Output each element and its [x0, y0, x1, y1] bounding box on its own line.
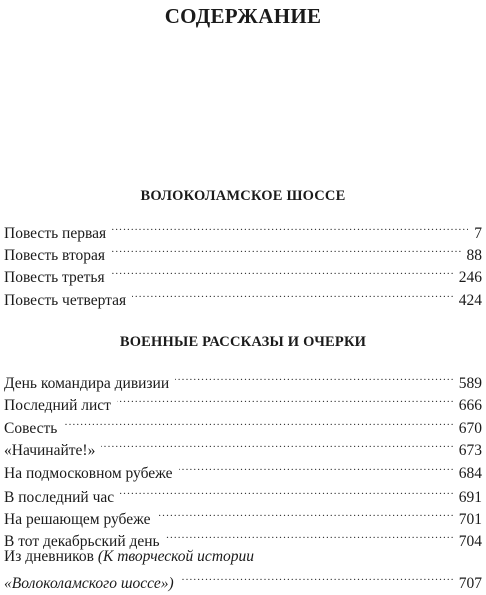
toc-entry-title-main: Из дневников [4, 548, 94, 565]
toc-entry[interactable] [4, 502, 482, 528]
toc-entry-page: 666 [458, 397, 482, 414]
toc-entry-multiline-first[interactable] [4, 546, 482, 568]
toc-entry-title: На решающем рубеже [4, 511, 151, 528]
toc-entry-title: «Начинайте!» [4, 442, 96, 459]
toc-entry-title: Повесть первая [4, 225, 107, 242]
toc-entry-page: 589 [458, 375, 482, 392]
toc-entry-title: Повесть третья [4, 269, 105, 286]
toc-entry-title: В тот декабрьский день [4, 533, 160, 550]
toc-entry[interactable] [4, 260, 482, 286]
toc-entry[interactable] [4, 216, 482, 242]
toc-entry-page: 673 [458, 442, 482, 459]
dot-leader [179, 456, 453, 478]
toc-entry[interactable] [4, 456, 482, 482]
toc-entry[interactable] [4, 524, 482, 550]
toc-entry-multiline-second[interactable] [4, 566, 482, 592]
toc-entry-page: 707 [458, 575, 482, 592]
section-heading-voennye: ВОЕННЫЕ РАССКАЗЫ И ОЧЕРКИ [119, 334, 367, 350]
toc-entry-page: 691 [458, 489, 482, 506]
toc-entry[interactable] [4, 411, 482, 437]
toc-entry-page: 7 [474, 225, 482, 242]
dot-leader [166, 524, 453, 546]
toc-entry-page: 424 [458, 292, 482, 309]
dot-leader [111, 260, 453, 282]
toc-entry-title-note-continued: «Волоколамского шоссе») [4, 575, 174, 592]
toc-entry-title: Повесть вторая [4, 247, 106, 264]
toc-entry-page: 246 [458, 269, 482, 286]
toc-entry-page: 701 [458, 511, 482, 528]
toc-entry-title: Совесть [4, 420, 58, 437]
toc-entry-title: На подмосковном рубеже [4, 465, 173, 482]
toc-entry-title: В последний час [4, 489, 115, 506]
toc-entry-title-note: (К творческой истории [97, 548, 255, 565]
toc-entry[interactable] [4, 388, 482, 414]
toc-entry-title: День командира дивизии [4, 375, 170, 392]
dot-leader [132, 283, 453, 305]
dot-leader [111, 238, 460, 260]
toc-entry-page: 684 [458, 465, 482, 482]
toc-entry-title: Последний лист [4, 397, 111, 414]
dot-leader [112, 216, 468, 238]
dot-leader [180, 566, 453, 588]
toc-entry[interactable] [4, 480, 482, 506]
dot-leader [101, 433, 452, 455]
dot-leader [120, 480, 453, 502]
dot-leader [117, 388, 453, 410]
dot-leader [175, 366, 453, 388]
toc-entry[interactable] [4, 433, 482, 459]
toc-entry-title: Повесть четвертая [4, 292, 127, 309]
toc-entry-page: 670 [458, 420, 482, 437]
dot-leader [63, 411, 452, 433]
toc-entry[interactable] [4, 238, 482, 264]
toc-entry-page: 88 [466, 247, 482, 264]
dot-leader [157, 502, 453, 524]
section-heading-volokolamskoe: ВОЛОКОЛАМСКОЕ ШОССЕ [140, 188, 346, 204]
toc-entry[interactable] [4, 283, 482, 309]
toc-entry-page: 704 [458, 533, 482, 550]
toc-entry[interactable] [4, 366, 482, 392]
page-title: СОДЕРЖАНИЕ [164, 4, 322, 28]
